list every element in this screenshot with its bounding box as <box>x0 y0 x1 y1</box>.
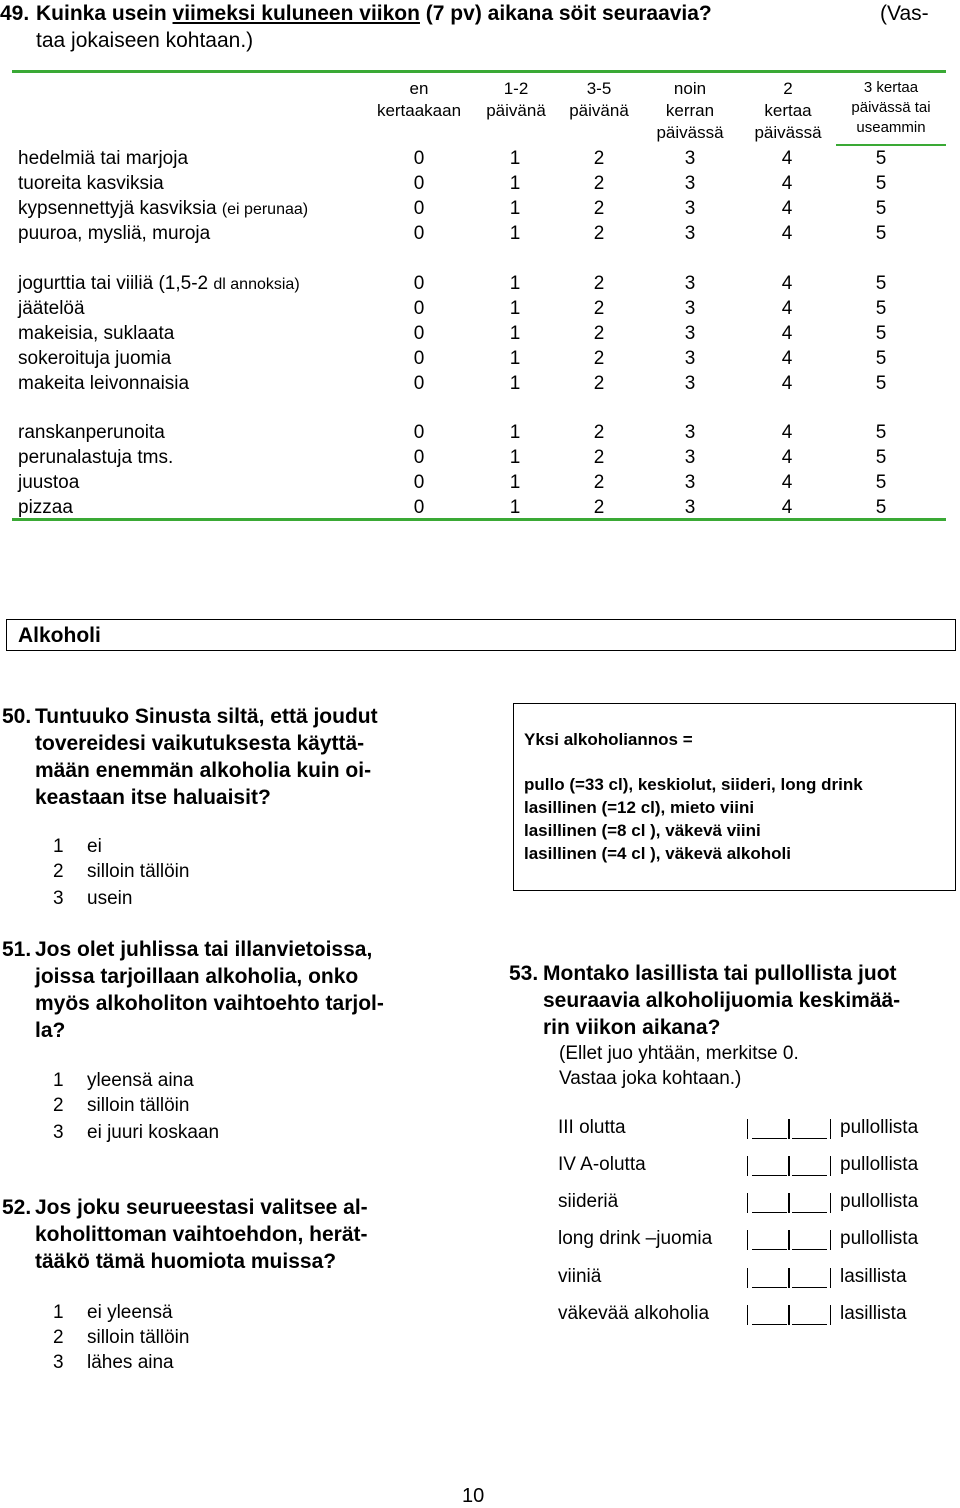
q53-entry <box>558 1152 948 1178</box>
input-digit-line <box>752 1249 787 1251</box>
amount-input[interactable] <box>747 1305 831 1325</box>
col-header-2-l1: 3-5 <box>586 79 612 98</box>
input-digit-line <box>752 1138 787 1140</box>
q49-number: 49. <box>0 2 30 25</box>
q49-instruction-1: (Vas- <box>880 2 929 25</box>
answer-option-2[interactable]: 2 <box>593 422 605 443</box>
col-header-4 <box>743 78 833 144</box>
table-row <box>18 221 948 246</box>
q53-entry <box>558 1264 948 1290</box>
q50-line: tovereidesi vaikutuksesta käyttä- <box>35 732 365 755</box>
q51-line: la? <box>35 1019 66 1042</box>
answer-option-0[interactable]: 0 <box>413 223 425 244</box>
answer-option-1[interactable]: 1 <box>509 298 521 319</box>
input-divider <box>788 1156 790 1176</box>
section-banner <box>6 619 956 651</box>
answer-option-0[interactable]: 0 <box>413 148 425 169</box>
answer-option-1[interactable]: 1 <box>509 422 521 443</box>
row-label <box>18 346 171 371</box>
answer-option-3[interactable]: 3 <box>684 148 696 169</box>
q53-entry <box>558 1115 948 1141</box>
col-header-3 <box>645 78 735 144</box>
input-digit-line <box>792 1138 827 1140</box>
col-header-0-l2: kertaakaan <box>376 101 462 120</box>
input-digit-line <box>792 1212 827 1214</box>
entry-unit: lasillista <box>840 1266 907 1287</box>
q53-entry <box>558 1301 948 1327</box>
q52-question <box>35 1194 368 1275</box>
answer-option-4[interactable]: 4 <box>781 173 793 194</box>
entry-label: IV A-olutta <box>558 1154 646 1175</box>
row-label <box>18 271 300 297</box>
entry-unit: pullollista <box>840 1191 919 1212</box>
q51-option-1[interactable] <box>53 1068 194 1093</box>
col-header-2 <box>554 78 644 122</box>
col-header-4-l3: päivässä <box>754 123 822 142</box>
q51-option-2[interactable] <box>53 1093 189 1118</box>
q51-heading <box>2 936 442 1046</box>
answer-option-2[interactable]: 2 <box>593 223 605 244</box>
col-header-3-l3: päivässä <box>656 123 724 142</box>
answer-option-5[interactable]: 5 <box>875 447 887 468</box>
row-label <box>18 420 165 445</box>
q49-question <box>36 0 712 27</box>
answer-option-3[interactable]: 3 <box>684 173 696 194</box>
q50-line: mään enemmän alkoholia kuin oi- <box>35 759 372 782</box>
section-title: Alkoholi <box>18 624 101 647</box>
answer-option-4[interactable]: 4 <box>781 447 793 468</box>
entry-unit: pullollista <box>840 1117 919 1138</box>
answer-option-3[interactable]: 3 <box>684 373 696 394</box>
entry-label: väkevää alkoholia <box>558 1303 710 1324</box>
col-header-5-l3: useammin <box>856 119 926 136</box>
answer-option-4[interactable]: 4 <box>781 348 793 369</box>
q52-line: Jos joku seurueestasi valitsee al- <box>35 1196 368 1219</box>
row-label-suffix: (ei perunaa) <box>221 201 309 218</box>
table-row <box>18 271 948 296</box>
q53-line: Montako lasillista tai pullollista juot <box>543 962 897 985</box>
answer-option-0[interactable]: 0 <box>413 348 425 369</box>
answer-option-3[interactable]: 3 <box>684 298 696 319</box>
q52-option-3[interactable] <box>53 1350 174 1375</box>
row-label <box>18 146 188 171</box>
input-digit-line <box>792 1287 827 1289</box>
answer-option-0[interactable]: 0 <box>413 447 425 468</box>
input-digit-line <box>792 1175 827 1177</box>
input-digit-line <box>752 1324 787 1326</box>
alcohol-unit-info-box <box>513 703 956 891</box>
input-divider <box>788 1230 790 1250</box>
row-label-text: sokeroituja juomia <box>18 348 172 369</box>
amount-input[interactable] <box>747 1193 831 1213</box>
answer-option-5[interactable]: 5 <box>875 472 887 493</box>
answer-option-1[interactable]: 1 <box>509 148 521 169</box>
entry-unit: lasillista <box>840 1303 907 1324</box>
col-header-4-l1: 2 <box>783 79 793 98</box>
answer-option-1[interactable]: 1 <box>509 223 521 244</box>
row-label <box>18 445 173 470</box>
row-label <box>18 171 164 196</box>
answer-option-5[interactable]: 5 <box>875 422 887 443</box>
amount-input[interactable] <box>747 1230 831 1250</box>
row-label <box>18 321 174 346</box>
answer-option-1[interactable]: 1 <box>509 497 521 518</box>
row-label-text: jogurttia tai viiliä (1,5-2 <box>18 273 214 294</box>
answer-option-2[interactable]: 2 <box>593 273 605 294</box>
answer-option-5[interactable]: 5 <box>875 323 887 344</box>
table-row <box>18 196 948 221</box>
row-label-text: puuroa, mysliä, muroja <box>18 223 211 244</box>
answer-option-2[interactable]: 2 <box>593 173 605 194</box>
answer-option-1[interactable]: 1 <box>509 273 521 294</box>
table-row <box>18 470 948 495</box>
table-row <box>18 371 948 396</box>
answer-option-1[interactable]: 1 <box>509 373 521 394</box>
answer-option-0[interactable]: 0 <box>413 198 425 219</box>
q53-note-1: (Ellet juo yhtään, merkitse 0. <box>559 1043 799 1064</box>
answer-option-3[interactable]: 3 <box>684 348 696 369</box>
answer-option-3[interactable]: 3 <box>684 273 696 294</box>
col-header-1-l2: päivänä <box>486 101 546 120</box>
answer-option-3[interactable]: 3 <box>684 323 696 344</box>
option-number: 3 <box>53 1122 64 1143</box>
row-label-text: pizzaa <box>18 497 73 518</box>
answer-option-4[interactable]: 4 <box>781 273 793 294</box>
col-header-1 <box>471 78 561 122</box>
col-header-0-l1: en <box>409 79 429 98</box>
option-label: silloin tällöin <box>87 861 190 882</box>
q49-text-before: Kuinka usein <box>36 2 173 25</box>
answer-option-4[interactable]: 4 <box>781 148 793 169</box>
answer-option-4[interactable]: 4 <box>781 223 793 244</box>
row-label-text: juustoa <box>18 472 80 493</box>
row-label <box>18 221 210 246</box>
answer-option-3[interactable]: 3 <box>684 422 696 443</box>
q51-line: Jos olet juhlissa tai illanvietoissa, <box>35 938 373 961</box>
q52-line: koholittoman vaihtoehdon, herät- <box>35 1223 368 1246</box>
option-number: 3 <box>53 1352 64 1373</box>
info-box-line: pullo (=33 cl), keskiolut, siideri, long drink <box>524 775 863 794</box>
table-row <box>18 445 948 470</box>
answer-option-4[interactable]: 4 <box>781 373 793 394</box>
table-row <box>18 171 948 196</box>
row-label-text: makeita leivonnaisia <box>18 373 190 394</box>
input-digit-line <box>752 1212 787 1214</box>
q52-heading <box>2 1194 442 1276</box>
answer-option-0[interactable]: 0 <box>413 273 425 294</box>
q50-line: keastaan itse haluaisit? <box>35 786 271 809</box>
table-row <box>18 296 948 321</box>
answer-option-2[interactable]: 2 <box>593 373 605 394</box>
option-number: 3 <box>53 888 64 909</box>
q50-number: 50. <box>2 705 32 728</box>
info-box-line: lasillinen (=4 cl ), väkevä alkoholi <box>524 844 791 863</box>
col-header-3-l2: kerran <box>665 101 715 120</box>
input-digit-line <box>752 1287 787 1289</box>
option-number: 1 <box>53 836 64 857</box>
entry-unit: pullollista <box>840 1154 919 1175</box>
row-label-suffix: dl annoksia) <box>213 276 300 293</box>
q52-option-2[interactable] <box>53 1325 189 1350</box>
q49-instruction-2: taa jokaiseen kohtaan.) <box>36 29 254 52</box>
entry-label: III olutta <box>558 1117 626 1138</box>
option-number: 2 <box>53 1327 64 1348</box>
answer-option-0[interactable]: 0 <box>413 422 425 443</box>
row-label-text: perunalastuja tms. <box>18 447 174 468</box>
q53-note-2: Vastaa joka kohtaan.) <box>559 1068 742 1089</box>
row-label <box>18 296 85 321</box>
answer-option-4[interactable]: 4 <box>781 298 793 319</box>
answer-option-5[interactable]: 5 <box>875 173 887 194</box>
answer-option-1[interactable]: 1 <box>509 173 521 194</box>
answer-option-2[interactable]: 2 <box>593 198 605 219</box>
answer-option-2[interactable]: 2 <box>593 497 605 518</box>
answer-option-5[interactable]: 5 <box>875 373 887 394</box>
answer-option-3[interactable]: 3 <box>684 472 696 493</box>
answer-option-5[interactable]: 5 <box>875 148 887 169</box>
q53-question <box>543 960 900 1041</box>
q51-question <box>35 936 384 1044</box>
answer-option-0[interactable]: 0 <box>413 373 425 394</box>
answer-option-4[interactable]: 4 <box>781 198 793 219</box>
col-header-3-l1: noin <box>673 79 707 98</box>
answer-option-0[interactable]: 0 <box>413 173 425 194</box>
q49-heading <box>0 0 960 54</box>
q50-line: Tuntuuko Sinusta siltä, että joudut <box>35 705 378 728</box>
answer-option-5[interactable]: 5 <box>875 273 887 294</box>
answer-option-2[interactable]: 2 <box>593 323 605 344</box>
info-box-title: Yksi alkoholiannos = <box>524 730 693 749</box>
table-row <box>18 146 948 171</box>
col-header-5-l2: päivässä tai <box>851 99 931 116</box>
option-number: 2 <box>53 1095 64 1116</box>
entry-unit: pullollista <box>840 1228 919 1249</box>
answer-option-0[interactable]: 0 <box>413 472 425 493</box>
row-label-text: tuoreita kasviksia <box>18 173 164 194</box>
table-top-rule <box>12 70 946 73</box>
answer-option-3[interactable]: 3 <box>684 497 696 518</box>
info-box-line: lasillinen (=12 cl), mieto viini <box>524 798 755 817</box>
q50-question <box>35 703 378 811</box>
entry-label: viiniä <box>558 1266 602 1287</box>
col-header-2-l2: päivänä <box>569 101 629 120</box>
q50-option-1[interactable] <box>53 834 102 859</box>
entry-label: siideriä <box>558 1191 619 1212</box>
answer-option-4[interactable]: 4 <box>781 422 793 443</box>
input-divider <box>788 1193 790 1213</box>
option-label: usein <box>87 888 133 909</box>
option-label: ei juuri koskaan <box>87 1122 220 1143</box>
row-label-text: jäätelöä <box>18 298 85 319</box>
answer-option-5[interactable]: 5 <box>875 497 887 518</box>
input-digit-line <box>792 1249 827 1251</box>
input-digit-line <box>752 1175 787 1177</box>
q52-option-1[interactable] <box>53 1300 173 1325</box>
q52-number: 52. <box>2 1196 32 1219</box>
q51-line: joissa tarjoillaan alkoholia, onko <box>35 965 359 988</box>
option-label: ei yleensä <box>87 1302 173 1323</box>
row-label-text: makeisia, suklaata <box>18 323 175 344</box>
q53-heading <box>509 960 954 1042</box>
table-bottom-rule <box>12 518 946 521</box>
option-label: silloin tällöin <box>87 1095 190 1116</box>
answer-option-4[interactable]: 4 <box>781 497 793 518</box>
row-label <box>18 371 189 396</box>
entry-label: long drink –juomia <box>558 1228 713 1249</box>
answer-option-5[interactable]: 5 <box>875 198 887 219</box>
row-label-text: kypsennettyjä kasviksia <box>18 198 222 219</box>
q53-number: 53. <box>509 962 539 985</box>
input-divider <box>788 1119 790 1139</box>
answer-option-3[interactable]: 3 <box>684 198 696 219</box>
table-row <box>18 321 948 346</box>
answer-option-2[interactable]: 2 <box>593 348 605 369</box>
answer-option-0[interactable]: 0 <box>413 497 425 518</box>
col-header-5 <box>836 78 946 138</box>
option-label: silloin tällöin <box>87 1327 190 1348</box>
table-row <box>18 495 948 520</box>
amount-input[interactable] <box>747 1268 831 1288</box>
option-label: lähes aina <box>87 1352 174 1373</box>
answer-option-4[interactable]: 4 <box>781 472 793 493</box>
answer-option-0[interactable]: 0 <box>413 298 425 319</box>
answer-option-0[interactable]: 0 <box>413 323 425 344</box>
answer-option-4[interactable]: 4 <box>781 323 793 344</box>
table-row <box>18 420 948 445</box>
page-number: 10 <box>462 1485 485 1507</box>
option-number: 1 <box>53 1070 64 1091</box>
option-number: 1 <box>53 1302 64 1323</box>
answer-option-3[interactable]: 3 <box>684 223 696 244</box>
q51-number: 51. <box>2 938 32 961</box>
q53-line: seuraavia alkoholijuomia keskimää- <box>543 989 901 1012</box>
q51-option-3[interactable] <box>53 1120 219 1145</box>
answer-option-1[interactable]: 1 <box>509 323 521 344</box>
col-header-0 <box>364 78 474 122</box>
option-number: 2 <box>53 861 64 882</box>
answer-option-2[interactable]: 2 <box>593 298 605 319</box>
table-row <box>18 346 948 371</box>
answer-option-1[interactable]: 1 <box>509 472 521 493</box>
answer-option-3[interactable]: 3 <box>684 447 696 468</box>
input-divider <box>788 1268 790 1288</box>
answer-option-5[interactable]: 5 <box>875 348 887 369</box>
answer-option-5[interactable]: 5 <box>875 223 887 244</box>
row-label-text: ranskanperunoita <box>18 422 165 443</box>
q49-text-underlined: viimeksi kuluneen viikon <box>172 2 420 25</box>
q49-text-after: (7 pv) aikana söit seuraavia? <box>419 2 712 25</box>
answer-option-2[interactable]: 2 <box>593 472 605 493</box>
answer-option-1[interactable]: 1 <box>509 348 521 369</box>
input-divider <box>788 1305 790 1325</box>
q52-line: tääkö tämä huomiota muissa? <box>35 1250 337 1273</box>
q53-entry <box>558 1226 948 1252</box>
q50-option-2[interactable] <box>53 859 189 884</box>
row-label-text: hedelmiä tai marjoja <box>18 148 189 169</box>
amount-input[interactable] <box>747 1119 831 1139</box>
row-label <box>18 495 73 520</box>
q50-option-3[interactable] <box>53 886 132 911</box>
input-digit-line <box>792 1324 827 1326</box>
row-label <box>18 470 79 495</box>
q53-line: rin viikon aikana? <box>543 1016 721 1039</box>
amount-input[interactable] <box>747 1156 831 1176</box>
col-header-1-l1: 1-2 <box>503 79 529 98</box>
option-label: ei <box>87 836 102 857</box>
answer-option-5[interactable]: 5 <box>875 298 887 319</box>
answer-option-2[interactable]: 2 <box>593 447 605 468</box>
q51-line: myös alkoholiton vaihtoehto tarjol- <box>35 992 384 1015</box>
row-label <box>18 196 308 222</box>
q53-entry <box>558 1189 948 1215</box>
option-label: yleensä aina <box>87 1070 194 1091</box>
col-header-5-l1: 3 kertaa <box>863 79 919 96</box>
q50-heading <box>2 703 442 813</box>
answer-option-1[interactable]: 1 <box>509 447 521 468</box>
info-box-line: lasillinen (=8 cl ), väkevä viini <box>524 821 761 840</box>
answer-option-1[interactable]: 1 <box>509 198 521 219</box>
answer-option-2[interactable]: 2 <box>593 148 605 169</box>
col-header-4-l2: kertaa <box>764 101 812 120</box>
